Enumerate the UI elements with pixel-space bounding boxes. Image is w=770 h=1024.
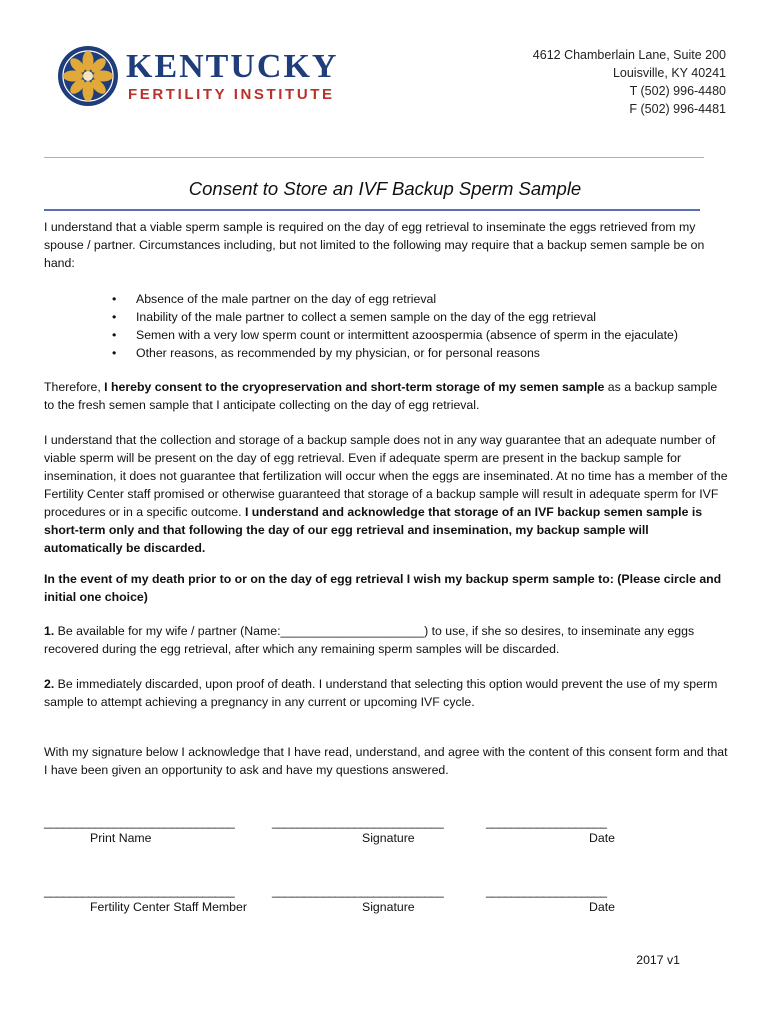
intro-paragraph xyxy=(44,218,728,272)
understanding-text: I understand that the collection and storage of a backup sample does not in any way guarantee that an adequate number of viable sperm will be present on the day of egg retrieval. Even if adequate sperm are present in the backup sample for insemination, it does not guarantee that fertilization will occur when the eggs are inseminated. At no time has a member of the Fertility Center staff promised or otherwise guaranteed that storage of a backup sample will result in adequate sperm for IVF procedures or in a specific outcome. xyxy=(44,433,728,519)
list-item: • Other reasons, as recommended by my physician, or for personal reasons xyxy=(112,344,722,362)
intro-text: I understand that a viable sperm sample is required on the day of egg retrieval to inseminate the eggs retrieved from my spouse / partner. Circumstances including, but not limited to the following may require that a backup semen sample be on hand: xyxy=(44,220,705,270)
understanding-paragraph xyxy=(44,431,728,557)
staff-signature-label: Signature xyxy=(362,900,415,914)
page-title: Consent to Store an IVF Backup Sperm Sample xyxy=(188,178,582,199)
option-2 xyxy=(44,675,728,711)
death-clause-text: In the event of my death prior to or on the day of egg retrieval I wish my backup sperm sample to: (Please circle and initial one choice) xyxy=(44,572,722,604)
circumstance-list xyxy=(112,290,722,362)
title-divider xyxy=(44,209,700,211)
death-clause xyxy=(44,570,728,606)
consent-prefix: Therefore, xyxy=(44,380,105,394)
option-1 xyxy=(44,622,728,658)
staff-date-line[interactable]: ___________________ xyxy=(486,884,607,898)
date-line[interactable]: ___________________ xyxy=(486,815,607,829)
consent-paragraph xyxy=(44,378,728,414)
phone-line: T (502) 996-4480 xyxy=(629,84,726,98)
consent-statement: I hereby consent to the cryopreservation and short-term storage of my semen sample xyxy=(104,380,605,394)
date-label: Date xyxy=(589,831,615,845)
signature-line[interactable]: ___________________________ xyxy=(272,815,444,829)
staff-date-label: Date xyxy=(589,900,615,914)
logo xyxy=(56,44,346,118)
logo-name: KENTUCKY xyxy=(126,48,339,85)
consent-suffix: as a backup sample to the fresh semen sample that I anticipate collecting on the day of egg retrieval. xyxy=(44,380,718,412)
staff-signature-line[interactable]: ___________________________ xyxy=(272,884,444,898)
fax-line: F (502) 996-4481 xyxy=(629,102,726,116)
staff-name-line[interactable]: ______________________________ xyxy=(44,884,235,898)
option-2-text: Be immediately discarded, upon proof of death. I understand that selecting this option would prevent the use of my sperm sample to attempt achieving a pregnancy in any current or upcoming IVF cycle. xyxy=(44,677,718,709)
option-2-number: 2. xyxy=(44,677,55,691)
logo-subtitle: FERTILITY INSTITUTE xyxy=(128,86,335,103)
address-line: 4612 Chamberlain Lane, Suite 200 xyxy=(532,48,726,62)
version-footer: 2017 v1 xyxy=(636,953,680,967)
option-1-text: Be available for my wife / partner (Name:_____________________) to use, if she so desires, to inseminate any eggs recovered during the egg retrieval, after which any remaining sperm samples will be discarded. xyxy=(44,624,695,656)
print-name-label: Print Name xyxy=(90,831,152,845)
acknowledgement-paragraph xyxy=(44,743,728,779)
print-name-line[interactable]: ______________________________ xyxy=(44,815,235,829)
flower-seal-icon xyxy=(56,44,120,108)
list-item: • Inability of the male partner to collect a semen sample on the day of the egg retrieval xyxy=(112,308,722,326)
acknowledgement-text: With my signature below I acknowledge that I have read, understand, and agree with the content of this consent form and that I have been given an opportunity to ask and have my questions answered. xyxy=(44,745,728,777)
address-line: Louisville, KY 40241 xyxy=(612,66,726,80)
address-block xyxy=(533,46,726,118)
staff-member-label: Fertility Center Staff Member xyxy=(90,900,247,914)
list-item: • Absence of the male partner on the day of egg retrieval xyxy=(112,290,722,308)
signature-label: Signature xyxy=(362,831,415,845)
list-item: • Semen with a very low sperm count or intermittent azoospermia (absence of sperm in the ejaculate) xyxy=(112,326,722,344)
header-divider xyxy=(44,157,704,158)
option-1-number: 1. xyxy=(44,624,55,638)
acknowledgement-statement: I understand and acknowledge that storage of an IVF backup semen sample is short-term only and that following the day of our egg retrieval and insemination, my backup sample will automatically be discarded. xyxy=(44,505,703,555)
